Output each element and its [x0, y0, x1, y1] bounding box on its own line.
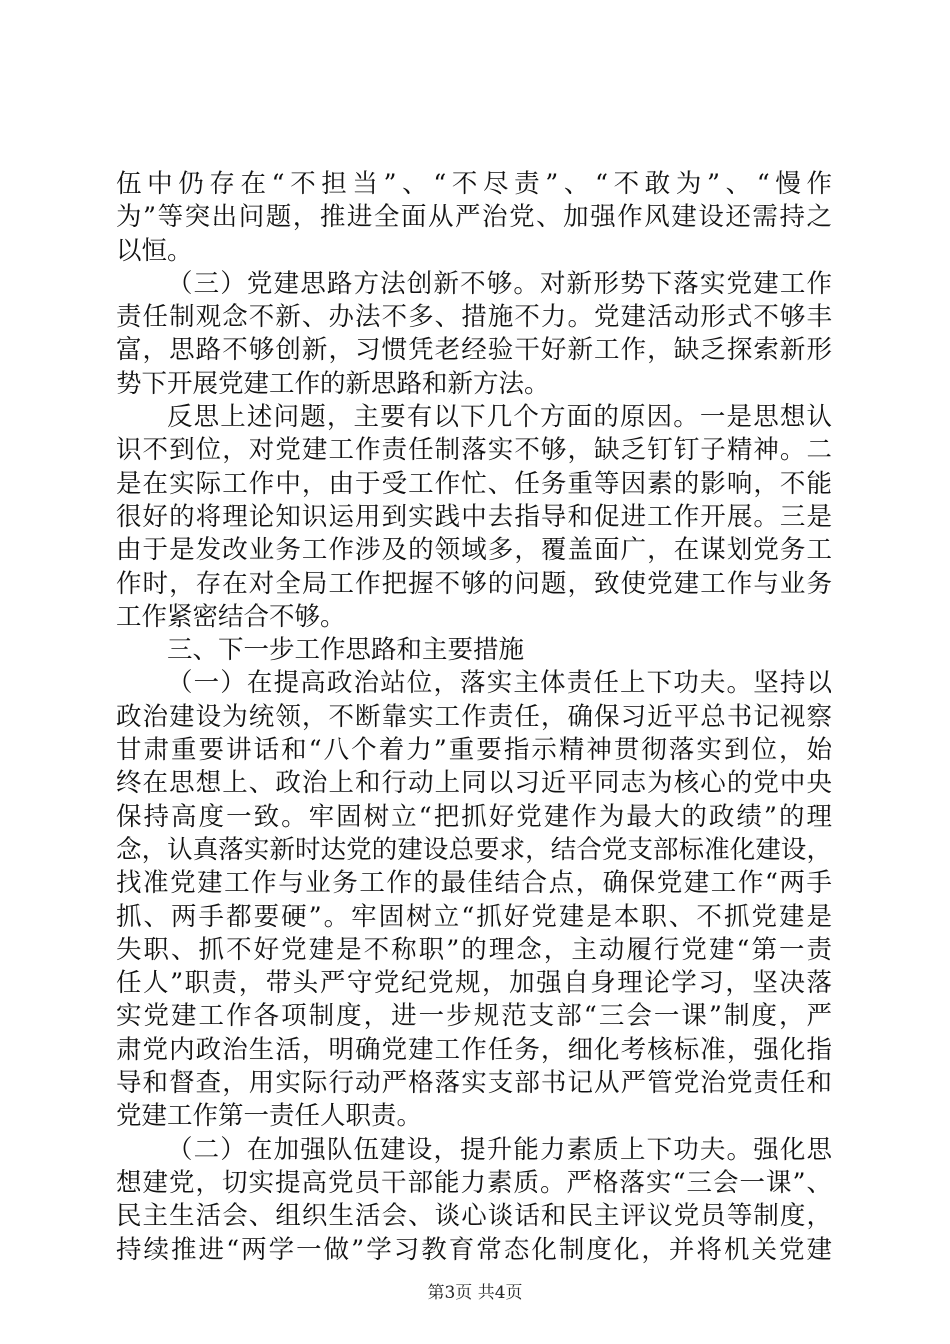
text-line: 责任制观念不新、办法不多、措施不力。党建活动形式不够丰 [116, 302, 832, 333]
page-footer: 第3页 共4页 [427, 1283, 523, 1303]
text-line: （三）党建思路方法创新不够。对新形势下落实党建工作 [167, 268, 832, 299]
text-line: 民主生活会、组织生活会、谈心谈话和民主评议党员等制度， [116, 1201, 832, 1232]
text-line: 任人”职责，带头严守党纪党规，加强自身理论学习，坚决落 [116, 968, 832, 999]
text-line: 肃党内政治生活，明确党建工作任务，细化考核标准，强化指 [116, 1034, 832, 1065]
text-line: 富，思路不够创新，习惯凭老经验干好新工作，缺乏探索新形 [116, 335, 832, 366]
text-line: 工作紧密结合不够。 [116, 601, 346, 632]
text-line: 以恒。 [116, 235, 193, 266]
text-line: 党建工作第一责任人职责。 [116, 1101, 423, 1132]
text-line: 抓、两手都要硬”。牢固树立“抓好党建是本职、不抓党建是 [116, 901, 832, 932]
text-line: 念，认真落实新时达党的建设总要求，结合党支部标准化建设， [116, 834, 832, 865]
text-line: 识不到位，对党建工作责任制落实不够，缺乏钉钉子精神。二 [116, 435, 832, 466]
text-line: 找准党建工作与业务工作的最佳结合点，确保党建工作“两手 [116, 868, 832, 899]
text-line: 甘肃重要讲话和“八个着力”重要指示精神贯彻落实到位，始 [116, 735, 832, 766]
text-line: 终在思想上、政治上和行动上同以习近平同志为核心的党中央 [116, 768, 832, 799]
text-line: 导和督查，用实际行动严格落实支部书记从严管党治党责任和 [116, 1068, 832, 1099]
text-line: 实党建工作各项制度，进一步规范支部“三会一课”制度，严 [116, 1001, 832, 1032]
text-line: 保持高度一致。牢固树立“把抓好党建作为最大的政绩”的理 [116, 801, 832, 832]
text-line: 想建党，切实提高党员干部能力素质。严格落实“三会一课”、 [116, 1167, 832, 1198]
text-line: 是在实际工作中，由于受工作忙、任务重等因素的影响，不能 [116, 468, 832, 499]
text-line: 为”等突出问题，推进全面从严治党、加强作风建设还需持之 [116, 202, 832, 233]
text-line: 作时，存在对全局工作把握不够的问题，致使党建工作与业务 [116, 568, 832, 599]
text-line: （一）在提高政治站位，落实主体责任上下功夫。坚持以 [167, 668, 832, 699]
document-body [116, 168, 832, 1267]
text-line: 持续推进“两学一做”学习教育常态化制度化，并将机关党建 [116, 1234, 832, 1265]
text-line: 势下开展党建工作的新思路和新方法。 [116, 368, 550, 399]
text-line: （二）在加强队伍建设，提升能力素质上下功夫。强化思 [167, 1134, 832, 1165]
text-line: 政治建设为统领，不断靠实工作责任，确保习近平总书记视察 [116, 701, 832, 732]
text-line: 失职、抓不好党建是不称职”的理念，主动履行党建“第一责 [116, 934, 832, 965]
text-line: 三、下一步工作思路和主要措施 [167, 635, 525, 666]
text-line: 反思上述问题，主要有以下几个方面的原因。一是思想认 [167, 402, 832, 433]
text-line: 很好的将理论知识运用到实践中去指导和促进工作开展。三是 [116, 501, 832, 532]
text-line: 由于是发改业务工作涉及的领域多，覆盖面广，在谋划党务工 [116, 535, 832, 566]
text-line: 伍中仍存在“不担当”、“不尽责”、“不敢为”、“慢作 [116, 169, 832, 199]
